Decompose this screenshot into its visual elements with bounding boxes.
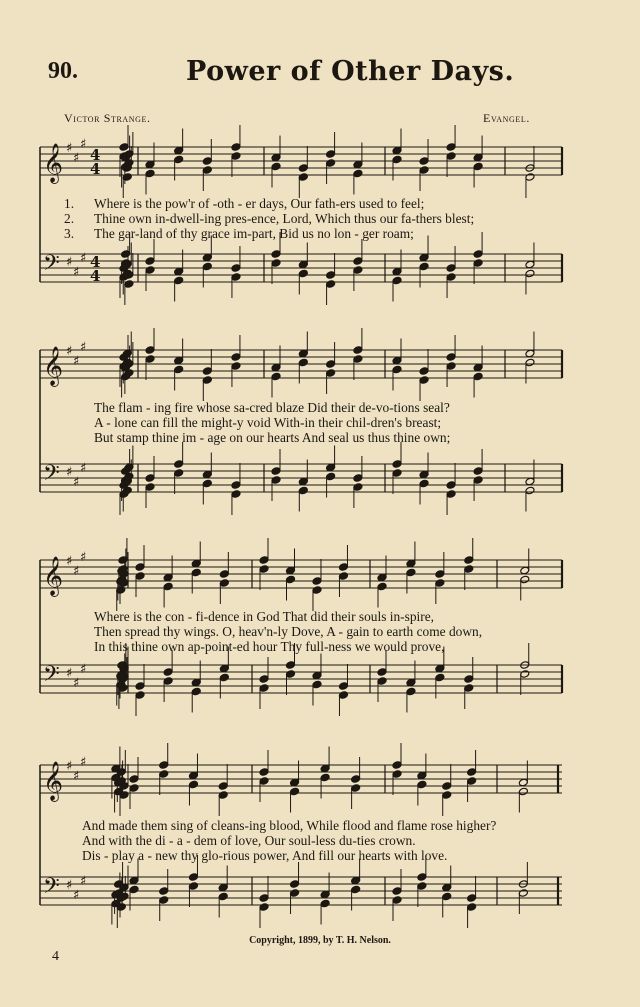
- hymn-number: 90.: [48, 58, 78, 84]
- note-head: [202, 166, 212, 175]
- note-head: [121, 250, 131, 259]
- sharp-sign: ♯: [80, 340, 87, 355]
- note-head: [298, 173, 308, 182]
- note-head: [525, 358, 535, 367]
- note-head: [473, 250, 483, 259]
- note-head: [145, 346, 155, 355]
- note-head: [312, 680, 322, 689]
- note-head: [188, 873, 198, 882]
- note-head: [520, 575, 530, 584]
- note-head: [286, 670, 296, 679]
- note-head: [312, 577, 322, 586]
- sharp-sign: ♯: [73, 676, 80, 691]
- note-head: [259, 684, 269, 693]
- note-head: [446, 143, 456, 152]
- note-head: [353, 346, 363, 355]
- note-head: [174, 155, 184, 164]
- note-head: [353, 483, 363, 492]
- note-head: [442, 791, 452, 800]
- note-head: [218, 782, 228, 791]
- note-head: [351, 784, 361, 793]
- sharp-sign: ♯: [66, 465, 73, 480]
- note-head: [145, 474, 155, 483]
- note-head: [320, 773, 330, 782]
- note-head: [338, 691, 348, 700]
- note-head: [353, 474, 363, 483]
- note-head: [473, 476, 483, 485]
- note-head: [525, 269, 535, 278]
- note-head: [145, 257, 155, 266]
- lyric-line: 3. The gar-land of thy grace im-part, Bid us no lon - ger roam;: [64, 226, 414, 241]
- note-head: [338, 563, 348, 572]
- note-head: [419, 367, 429, 376]
- note-head: [351, 885, 361, 894]
- note-head: [442, 892, 452, 901]
- note-head: [518, 889, 528, 898]
- note-head: [338, 572, 348, 581]
- note-head: [271, 476, 281, 485]
- note-head: [286, 575, 296, 584]
- note-head: [118, 556, 128, 565]
- note-head: [525, 173, 535, 182]
- note-head: [163, 582, 173, 591]
- note-head: [417, 882, 427, 891]
- lyric-line: Then spread thy wings. O, heav'n-ly Dove, A - gain to earth come down,: [94, 624, 483, 639]
- treble-clef: 𝄞: [43, 761, 64, 801]
- note-head: [392, 460, 402, 469]
- note-head: [417, 873, 427, 882]
- note-head: [392, 469, 402, 478]
- time-signature: 4: [90, 160, 101, 178]
- lyric-line: Dis - play a - new thy glo-rious power, And fill our hearts with love.: [82, 848, 448, 863]
- note-head: [231, 481, 241, 490]
- note-head: [377, 582, 387, 591]
- note-head: [464, 556, 474, 565]
- note-head: [174, 276, 184, 285]
- note-head: [191, 687, 201, 696]
- note-head: [231, 264, 241, 273]
- note-head: [259, 903, 269, 912]
- note-head: [145, 355, 155, 364]
- note-head: [392, 276, 402, 285]
- sharp-sign: ♯: [66, 141, 73, 156]
- note-head: [467, 777, 477, 786]
- note-head: [435, 570, 445, 579]
- note-head: [298, 164, 308, 173]
- note-head: [353, 355, 363, 364]
- note-head: [202, 367, 212, 376]
- time-signature: 4: [90, 253, 101, 271]
- note-head: [231, 362, 241, 371]
- note-head: [231, 490, 241, 499]
- note-head: [163, 668, 173, 677]
- note-head: [326, 369, 336, 378]
- note-head: [145, 266, 155, 275]
- note-head: [326, 271, 336, 280]
- note-head: [290, 880, 300, 889]
- author-credit: Victor Strange.: [64, 111, 151, 125]
- note-head: [191, 568, 201, 577]
- lyric-line: In this thine own ap-point-ed hour Thy full-ness we would prove,: [94, 639, 445, 654]
- note-head: [473, 372, 483, 381]
- note-head: [467, 903, 477, 912]
- note-head: [135, 563, 145, 572]
- note-head: [231, 143, 241, 152]
- note-head: [202, 157, 212, 166]
- note-head: [464, 684, 474, 693]
- note-head: [446, 481, 456, 490]
- note-head: [159, 896, 169, 905]
- note-head: [392, 365, 402, 374]
- note-head: [419, 166, 429, 175]
- lyric-line: A - lone can fill the might-y void With-in their chil-dren's breast;: [94, 415, 442, 430]
- note-head: [202, 376, 212, 385]
- note-head: [419, 376, 429, 385]
- note-head: [286, 661, 296, 670]
- sharp-sign: ♯: [66, 666, 73, 681]
- note-head: [174, 469, 184, 478]
- note-head: [271, 259, 281, 268]
- note-head: [351, 775, 361, 784]
- note-head: [312, 586, 322, 595]
- sharp-sign: ♯: [80, 461, 87, 476]
- note-head: [159, 770, 169, 779]
- note-head: [259, 894, 269, 903]
- note-head: [419, 479, 429, 488]
- note-head: [518, 787, 528, 796]
- lyric-line: But stamp thine im - age on our hearts And seal us thus thine own;: [94, 430, 451, 445]
- note-head: [122, 173, 132, 182]
- note-head: [174, 365, 184, 374]
- note-head: [259, 777, 269, 786]
- note-head: [163, 677, 173, 686]
- sharp-sign: ♯: [73, 475, 80, 490]
- note-head: [259, 556, 269, 565]
- note-head: [231, 152, 241, 161]
- note-head: [298, 486, 308, 495]
- note-head: [326, 280, 336, 289]
- note-head: [218, 791, 228, 800]
- note-head: [135, 691, 145, 700]
- sharp-sign: ♯: [73, 354, 80, 369]
- note-head: [124, 150, 134, 159]
- note-head: [377, 668, 387, 677]
- note-head: [129, 775, 139, 784]
- note-head: [259, 675, 269, 684]
- note-head: [392, 761, 402, 770]
- sharp-sign: ♯: [80, 874, 87, 889]
- note-head: [446, 362, 456, 371]
- time-signature: 4: [90, 267, 101, 285]
- note-head: [290, 889, 300, 898]
- note-head: [435, 579, 445, 588]
- sharp-sign: ♯: [66, 878, 73, 893]
- note-head: [145, 169, 155, 178]
- sharp-sign: ♯: [80, 662, 87, 677]
- note-head: [219, 673, 229, 682]
- note-head: [473, 162, 483, 171]
- sharp-sign: ♯: [73, 769, 80, 784]
- bass-clef: 𝄢: [43, 461, 60, 491]
- note-head: [231, 353, 241, 362]
- sharp-sign: ♯: [80, 251, 87, 266]
- sharp-sign: ♯: [73, 564, 80, 579]
- note-head: [467, 768, 477, 777]
- note-head: [271, 372, 281, 381]
- bass-clef: 𝄢: [43, 251, 60, 281]
- note-head: [326, 150, 336, 159]
- sharp-sign: ♯: [73, 151, 80, 166]
- note-head: [473, 467, 483, 476]
- note-head: [446, 490, 456, 499]
- lyric-line: 2. Thine own in-dwell-ing pres-ence, Lord, Which thus our fa-thers blest;: [64, 211, 475, 226]
- note-head: [417, 780, 427, 789]
- note-head: [259, 565, 269, 574]
- note-head: [231, 273, 241, 282]
- note-head: [392, 896, 402, 905]
- note-head: [326, 472, 336, 481]
- note-head: [145, 483, 155, 492]
- note-head: [446, 273, 456, 282]
- sharp-sign: ♯: [80, 137, 87, 152]
- note-head: [377, 677, 387, 686]
- note-head: [419, 262, 429, 271]
- hymn-title: Power of Other Days.: [186, 56, 515, 87]
- note-head: [218, 892, 228, 901]
- note-head: [159, 761, 169, 770]
- bass-clef: 𝄢: [43, 874, 60, 904]
- time-signature: 4: [90, 146, 101, 164]
- note-head: [435, 673, 445, 682]
- note-head: [129, 885, 139, 894]
- note-head: [392, 770, 402, 779]
- note-head: [290, 787, 300, 796]
- sharp-sign: ♯: [80, 755, 87, 770]
- note-head: [446, 152, 456, 161]
- treble-clef: 𝄞: [43, 346, 64, 386]
- note-head: [271, 467, 281, 476]
- note-head: [473, 259, 483, 268]
- note-head: [259, 768, 269, 777]
- sharp-sign: ♯: [66, 759, 73, 774]
- note-head: [219, 570, 229, 579]
- note-head: [119, 143, 129, 152]
- note-head: [338, 682, 348, 691]
- note-head: [116, 586, 126, 595]
- note-head: [464, 675, 474, 684]
- note-head: [271, 250, 281, 259]
- tune-name: Evangel.: [483, 111, 530, 125]
- note-head: [525, 486, 535, 495]
- note-head: [520, 670, 530, 679]
- treble-clef: 𝄞: [43, 143, 64, 183]
- sharp-sign: ♯: [66, 255, 73, 270]
- note-head: [406, 687, 416, 696]
- note-head: [320, 899, 330, 908]
- note-head: [174, 460, 184, 469]
- note-head: [467, 894, 477, 903]
- note-head: [353, 266, 363, 275]
- note-head: [326, 159, 336, 168]
- sharp-sign: ♯: [66, 554, 73, 569]
- lyric-line: The flam - ing fire whose sa-cred blaze Did their de-vo-tions seal?: [94, 400, 450, 415]
- note-head: [406, 568, 416, 577]
- lyric-line: 1. Where is the pow'r of -oth - er days, Our fath-ers used to feel;: [64, 196, 425, 211]
- note-head: [464, 565, 474, 574]
- note-head: [442, 782, 452, 791]
- lyric-line: And made them sing of cleans-ing blood, While flood and flame rose higher?: [82, 818, 497, 833]
- note-head: [298, 269, 308, 278]
- sharp-sign: ♯: [73, 265, 80, 280]
- note-head: [188, 882, 198, 891]
- lyric-line: Where is the con - fi-dence in God That did their souls in-spire,: [94, 609, 435, 624]
- note-head: [202, 262, 212, 271]
- note-head: [392, 887, 402, 896]
- sharp-sign: ♯: [73, 888, 80, 903]
- note-head: [129, 784, 139, 793]
- note-head: [219, 579, 229, 588]
- note-head: [135, 572, 145, 581]
- sharp-sign: ♯: [80, 550, 87, 565]
- note-head: [188, 780, 198, 789]
- treble-clef: 𝄞: [43, 556, 64, 596]
- note-head: [353, 257, 363, 266]
- note-head: [159, 887, 169, 896]
- note-head: [271, 162, 281, 171]
- note-head: [446, 353, 456, 362]
- note-head: [135, 682, 145, 691]
- note-head: [392, 155, 402, 164]
- lyric-line: And with the di - a - dem of love, Our soul-less du-ties crown.: [82, 833, 416, 848]
- sharp-sign: ♯: [66, 344, 73, 359]
- copyright-notice: Copyright, 1899, by T. H. Nelson.: [249, 935, 391, 946]
- note-head: [419, 157, 429, 166]
- note-head: [353, 169, 363, 178]
- note-head: [326, 360, 336, 369]
- note-head: [446, 264, 456, 273]
- note-head: [202, 479, 212, 488]
- page-number: 4: [52, 949, 59, 964]
- note-head: [298, 358, 308, 367]
- note-head: [124, 280, 134, 289]
- bass-clef: 𝄢: [43, 662, 60, 692]
